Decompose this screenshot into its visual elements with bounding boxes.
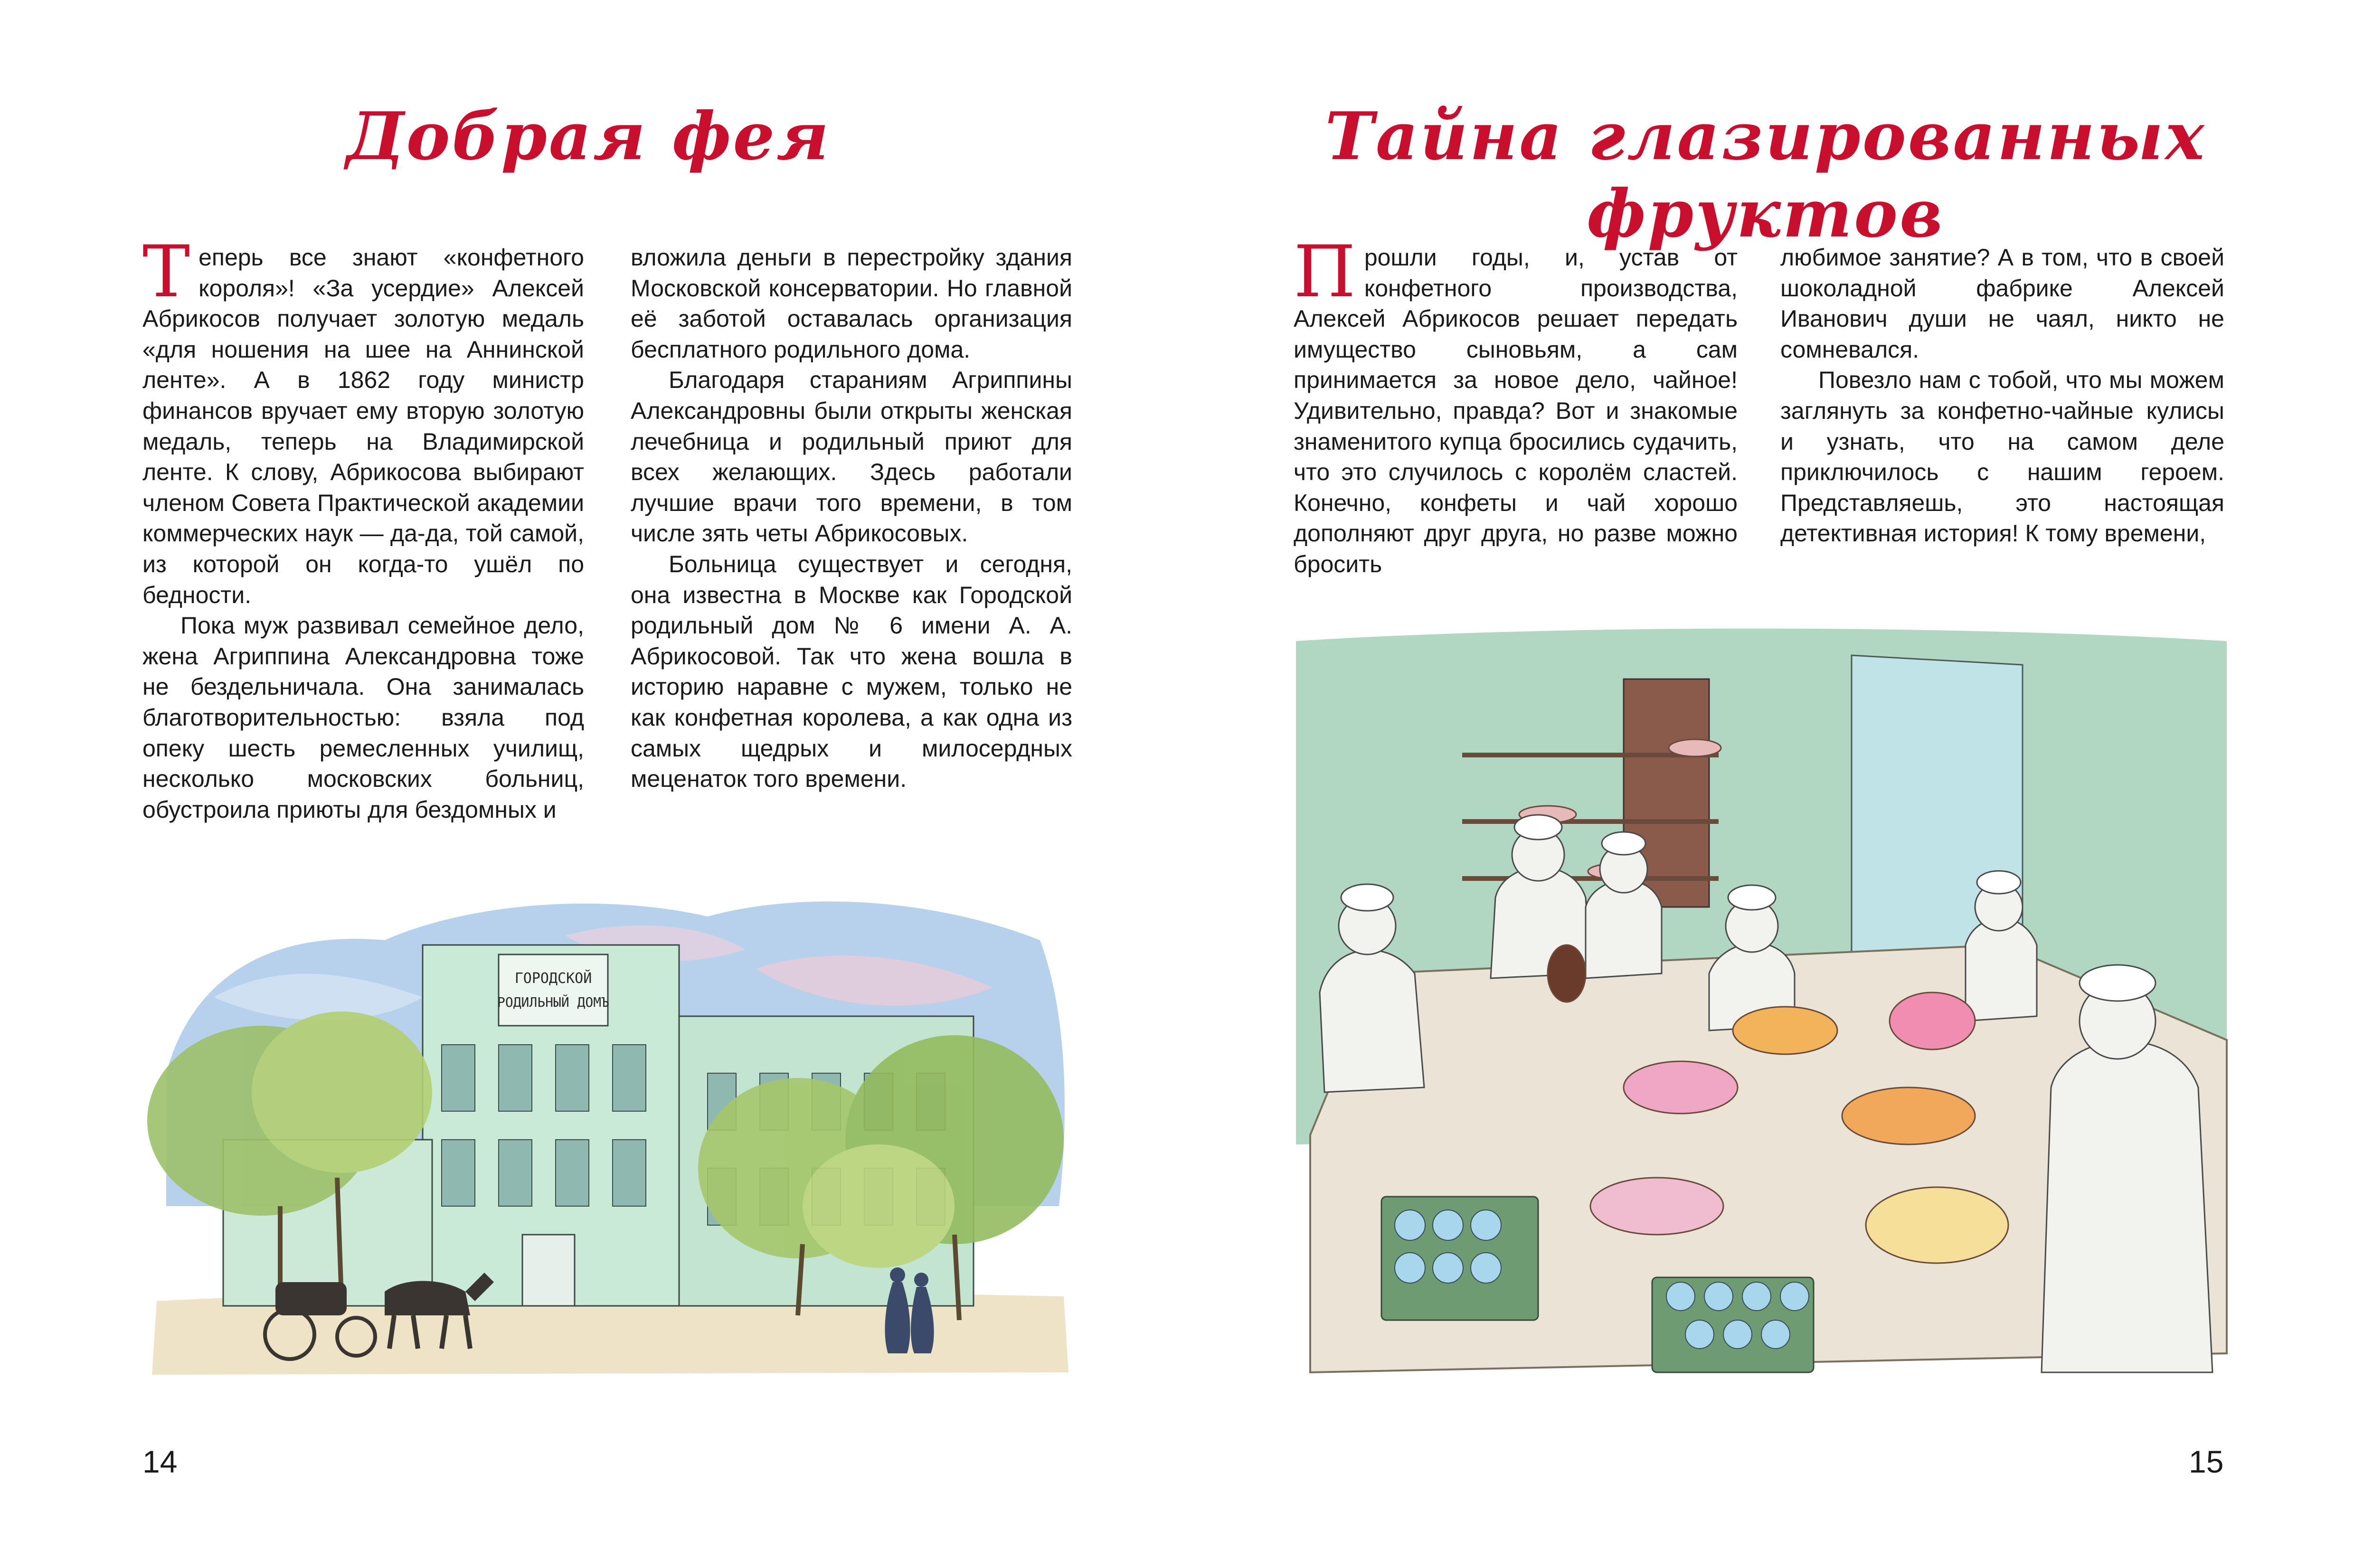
- left-paragraph-5: Больница существует и сегодня, она известна в Москве как Городской родильный дом № 6 имени А. А. Абрикосовой. Так что жена вошла в историю наравне с мужем, только не как конфетная королева, а как одна из самых щедрых и милосердных меценаток того времени.: [631, 550, 1072, 793]
- left-paragraph-1-text: еперь все знают «конфетного короля»! «За усердие» Алексей Абрикосов получает золотую медаль «для ношения на шее на Аннинской ленте». А в 1862 году министр финансов вручает ему вторую золотую медаль, теперь на Владимирской ленте. К слову, Абрикосова выбирают членом Совета Практической академии коммерческих наук — да-да, той самой, из которой он когда-то ушёл по бедности.: [142, 244, 584, 608]
- left-paragraph-1: [142, 231, 584, 610]
- right-paragraph-1-text: рошли годы, и, устав от конфетного производства, Алексей Абрикосов решает передать имущество сыновьям, а сам принимается за новое дело, чайное! Удивительно, правда? Вот и знакомые знаменитого купца бросились судачить, что это случилось с королём сластей. Конечно, конфеты и чай хорошо дополняют друг друга, но разве можно бросить: [1294, 244, 1738, 577]
- right-page-number: 15: [2189, 1444, 2224, 1479]
- sign-text-line1: ГОРОДСКОЙ: [514, 970, 592, 987]
- right-page-title: Тайна глазированных фруктов: [1325, 97, 2206, 252]
- left-paragraph-2: Пока муж развивал семейное дело, жена Агриппина Александровна тоже не бездельничала. Она занималась благотворительностью: взяла под опеку шесть ремесленных училищ, несколько московских больниц, обустроила приюты для бездомных и: [142, 612, 584, 823]
- right-text-column-1: [1294, 231, 1738, 580]
- right-paragraph-3: Повезло нам с тобой, что мы можем заглянуть за конфетно-чайные кулисы и узнать, что на самом деле приключилось с нашим героем. Представляешь, это настоящая детективная история! К тому времени,: [1780, 367, 2224, 547]
- right-text-column-2: [1780, 242, 2224, 549]
- confectionery-workshop-illustration: [1282, 613, 2236, 1391]
- right-paragraph-1: [1294, 231, 1738, 580]
- right-page: [1177, 0, 2354, 1568]
- left-dropcap: Т: [142, 231, 190, 313]
- left-paragraph-4: Благодаря стараниям Агриппины Александровны были открыты женская лечебница и родильный приют для всех желающих. Здесь работали лучшие врачи того времени, в том числе зять четы Абрикосовых.: [631, 367, 1072, 547]
- left-text-column-1: [142, 231, 584, 825]
- right-paragraph-2: любимое занятие? А в том, что в своей шоколадной фабрике Алексей Иванович души не чаял, никто не сомневался.: [1780, 244, 2224, 363]
- maternity-hospital-illustration: [138, 874, 1078, 1377]
- left-page-number: 14: [142, 1444, 178, 1479]
- left-paragraph-3: вложила деньги в перестройку здания Московской консерватории. Но главной её заботой оставалась организация бесплатного родильного дома.: [631, 244, 1072, 363]
- sign-text-line2: РОДИЛЬНЫЙ ДОМЪ: [497, 994, 610, 1010]
- right-dropcap: П: [1294, 231, 1356, 313]
- left-page-title: Добрая фея: [346, 97, 831, 175]
- left-text-column-2: [631, 242, 1072, 794]
